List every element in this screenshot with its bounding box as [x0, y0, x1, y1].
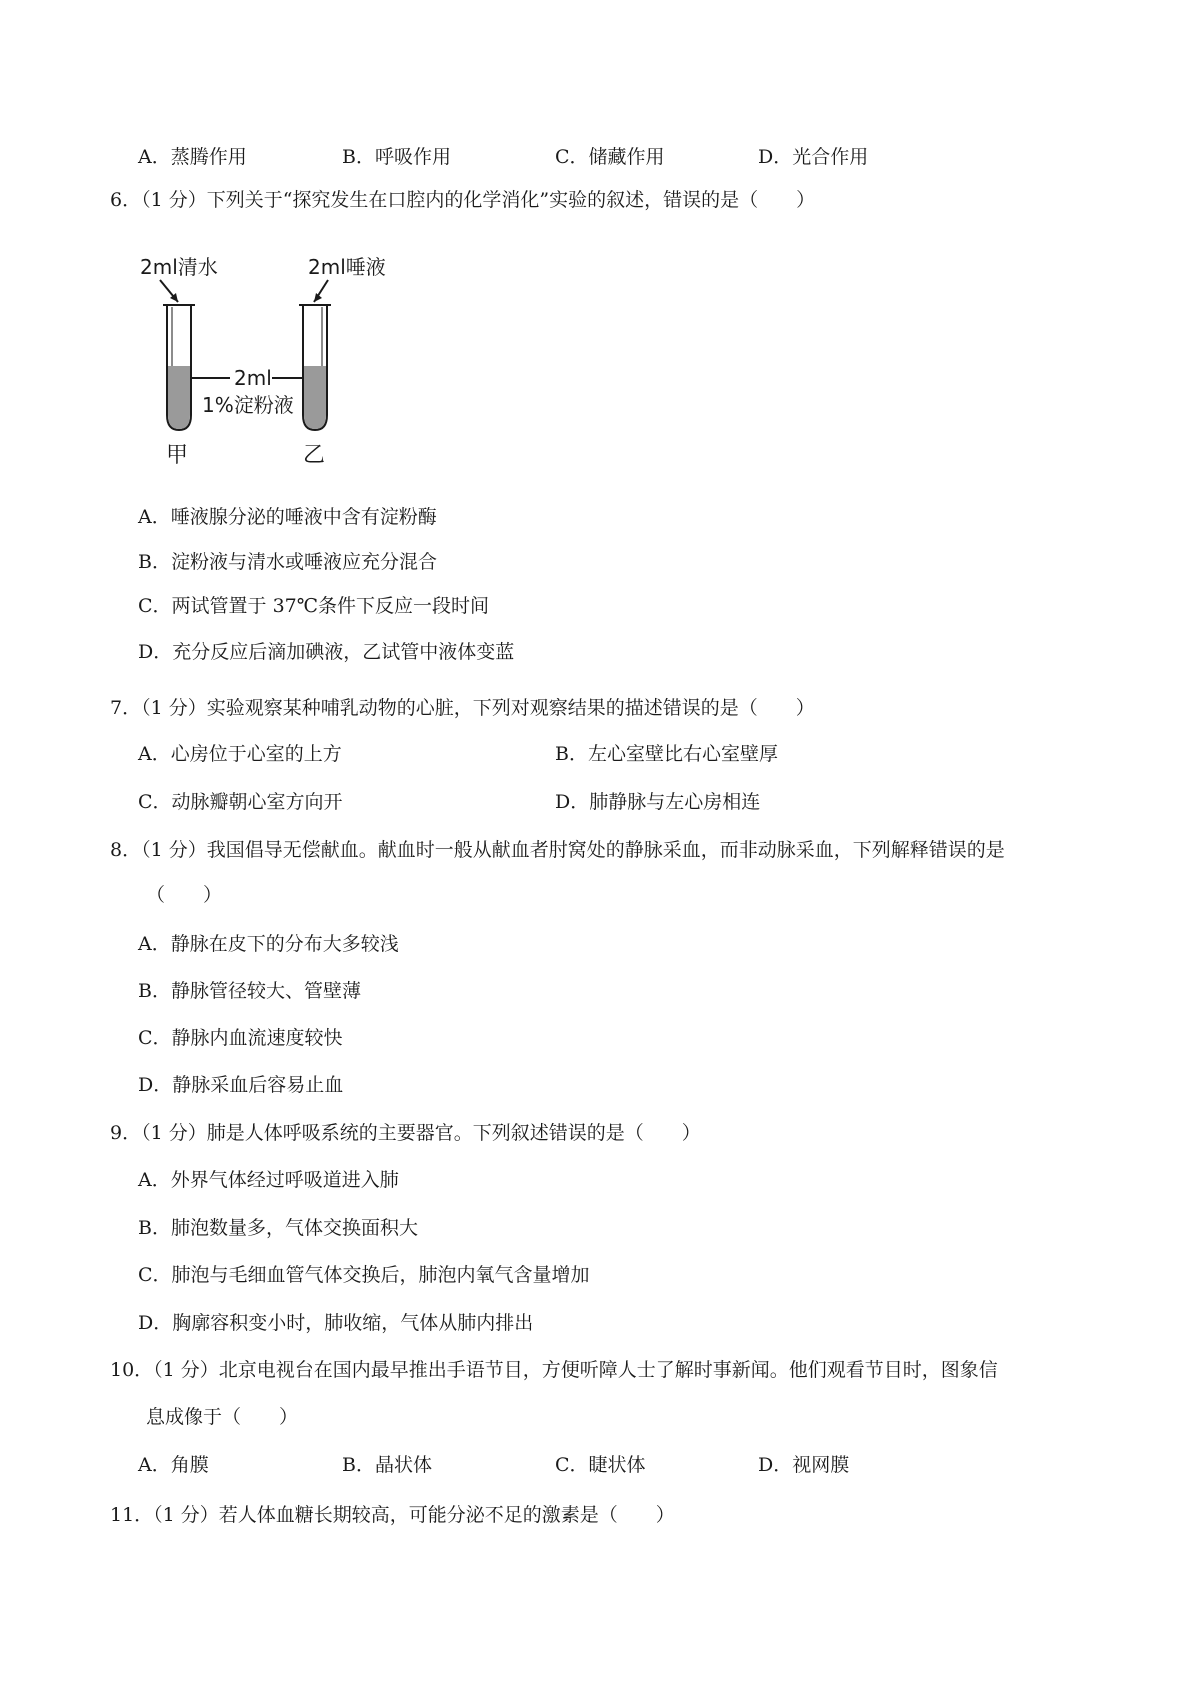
q6-option-b: B．淀粉液与清水或唾液应充分混合 [138, 551, 437, 573]
q9-stem: 9．（1 分）肺是人体呼吸系统的主要器官。下列叙述错误的是（ ） [110, 1122, 701, 1144]
center-label-solution: 1%淀粉液 [202, 393, 294, 417]
q5-option-a: A．蒸腾作用 [138, 146, 247, 168]
q6-option-c: C．两试管置于 37℃条件下反应一段时间 [138, 595, 490, 617]
q10-option-d: D．视网膜 [758, 1454, 850, 1476]
q8-stem: 8．（1 分）我国倡导无偿献血。献血时一般从献血者肘窝处的静脉采血，而非动脉采血，下列解释错误的是 [110, 839, 1005, 861]
test-tube-figure [130, 250, 430, 490]
q5-option-d: D．光合作用 [758, 146, 869, 168]
q9-option-b: B．肺泡数量多，气体交换面积大 [138, 1217, 418, 1239]
q7-option-a: A．心房位于心室的上方 [138, 743, 342, 765]
q5-option-b: B．呼吸作用 [342, 146, 451, 168]
q9-option-a: A．外界气体经过呼吸道进入肺 [138, 1169, 399, 1191]
tube-name-yi: 乙 [303, 443, 326, 468]
q10-stem: 10．（1 分）北京电视台在国内最早推出手语节目，方便听障人士了解时事新闻。他们观看节目时，图象信 [110, 1359, 998, 1381]
q8-option-c: C．静脉内血流速度较快 [138, 1027, 343, 1049]
q11-stem: 11．（1 分）若人体血糖长期较高，可能分泌不足的激素是（ ） [110, 1504, 675, 1526]
q8-option-d: D．静脉采血后容易止血 [138, 1074, 344, 1096]
q8-stem-continuation: （ ） [146, 884, 223, 906]
q5-option-c: C．储藏作用 [555, 146, 665, 168]
q10-option-c: C．睫状体 [555, 1454, 646, 1476]
right-tube-label: 2ml唾液 [308, 255, 386, 279]
left-tube-label: 2ml清水 [140, 255, 218, 279]
tube-yi [299, 305, 331, 430]
q6-stem: 6．（1 分）下列关于“探究发生在口腔内的化学消化”实验的叙述，错误的是（ ） [110, 189, 816, 211]
q6-option-d: D．充分反应后滴加碘液，乙试管中液体变蓝 [138, 641, 515, 663]
q10-stem-continuation: 息成像于（ ） [146, 1406, 299, 1428]
q7-option-c: C．动脉瓣朝心室方向开 [138, 791, 343, 813]
q9-option-c: C．肺泡与毛细血管气体交换后，肺泡内氧气含量增加 [138, 1264, 590, 1286]
q10-option-b: B．晶状体 [342, 1454, 432, 1476]
q10-option-a: A．角膜 [138, 1454, 209, 1476]
q7-option-b: B．左心室壁比右心室壁厚 [555, 743, 778, 765]
q8-option-b: B．静脉管径较大、管壁薄 [138, 980, 361, 1002]
q7-option-d: D．肺静脉与左心房相连 [555, 791, 761, 813]
q7-stem: 7．（1 分）实验观察某种哺乳动物的心脏，下列对观察结果的描述错误的是（ ） [110, 697, 815, 719]
q9-option-d: D．胸廓容积变小时，肺收缩，气体从肺内排出 [138, 1312, 534, 1334]
q8-option-a: A．静脉在皮下的分布大多较浅 [138, 933, 399, 955]
tube-name-jia: 甲 [166, 443, 189, 468]
tube-jia [163, 305, 195, 430]
center-label-volume: 2ml [234, 366, 272, 390]
q6-option-a: A．唾液腺分泌的唾液中含有淀粉酶 [138, 506, 437, 528]
